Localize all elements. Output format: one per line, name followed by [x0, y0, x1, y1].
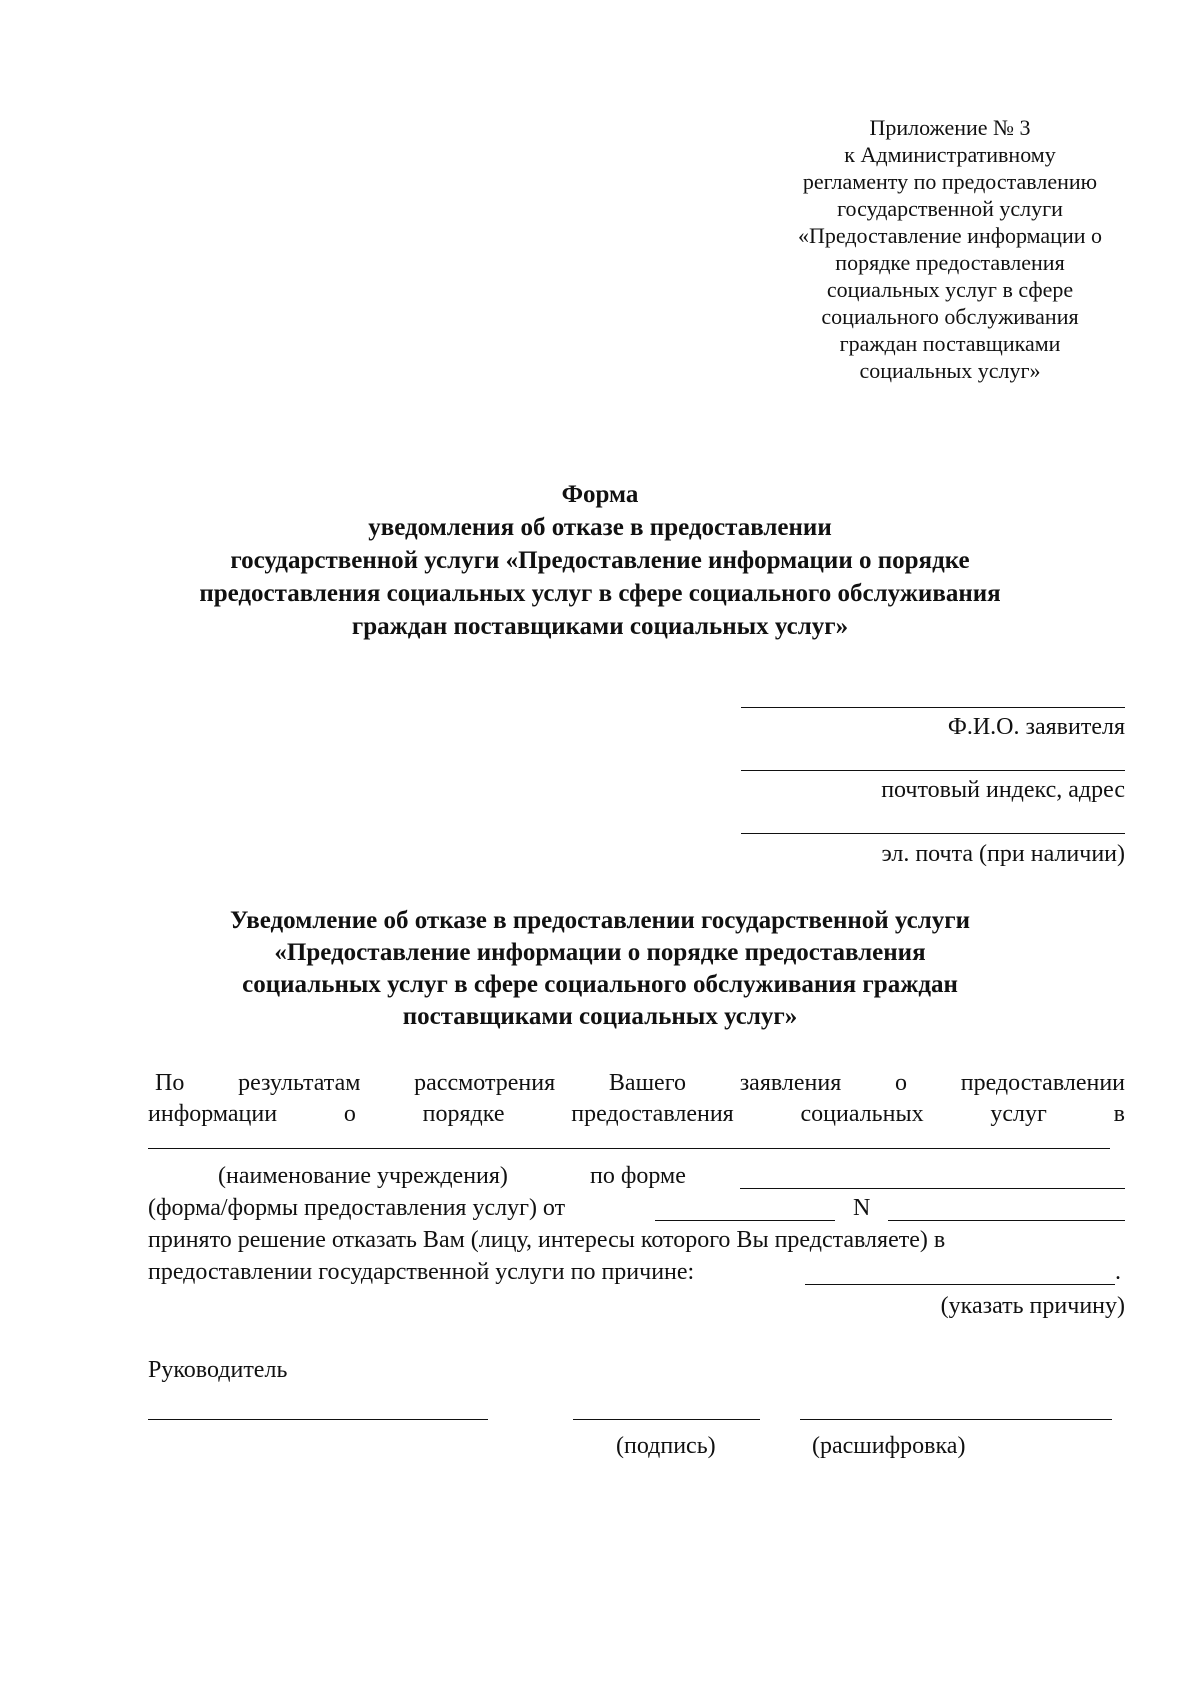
appendix-line: социального обслуживания	[821, 304, 1079, 329]
by-form-text: по форме	[590, 1163, 686, 1189]
email-field[interactable]	[741, 833, 1125, 834]
word: По	[155, 1070, 185, 1096]
form-title-line: Форма	[561, 481, 639, 508]
institution-label: (наименование учреждения)	[218, 1163, 508, 1189]
word: порядке	[422, 1101, 505, 1127]
notice-title	[120, 905, 1080, 1033]
email-label: эл. почта (при наличии)	[881, 841, 1125, 867]
position-field[interactable]	[148, 1419, 488, 1420]
signature-label: (подпись)	[616, 1433, 716, 1459]
form-title-line: предоставления социальных услуг в сфере социального обслуживания	[199, 580, 1001, 607]
forms-label: (форма/формы предоставления услуг) от	[148, 1195, 566, 1221]
word: о	[895, 1070, 907, 1096]
notice-title-line: поставщиками социальных услуг»	[402, 1003, 798, 1030]
word: рассмотрения	[414, 1070, 556, 1096]
notice-title-line: социальных услуг в сфере социального обслуживания граждан	[242, 971, 958, 998]
head-label: Руководитель	[148, 1357, 288, 1383]
word: предоставлении	[960, 1070, 1125, 1096]
appendix-line: порядке предоставления	[835, 250, 1065, 275]
period: .	[1115, 1259, 1121, 1285]
date-field[interactable]	[655, 1220, 835, 1221]
word: Вашего	[608, 1070, 686, 1096]
form-field[interactable]	[740, 1188, 1125, 1189]
appendix-line: регламенту по предоставлению	[802, 169, 1098, 194]
appendix-line: к Административному	[844, 142, 1056, 167]
address-field[interactable]	[741, 770, 1125, 771]
appendix-line: граждан поставщиками	[839, 331, 1061, 356]
body-line-2	[148, 1100, 1125, 1128]
reason-hint: (указать причину)	[940, 1293, 1125, 1319]
word: в	[1113, 1101, 1125, 1127]
word: о	[343, 1101, 356, 1127]
decoding-label: (расшифровка)	[812, 1433, 966, 1459]
institution-field[interactable]	[148, 1148, 1110, 1149]
form-title-line: граждан поставщиками социальных услуг»	[351, 613, 849, 640]
appendix-line: «Предоставление информации о	[798, 223, 1102, 248]
fio-label: Ф.И.О. заявителя	[947, 714, 1125, 740]
form-title-line: государственной услуги «Предоставление информации о порядке	[230, 547, 970, 574]
word: результатам	[238, 1070, 361, 1096]
word: предоставления	[571, 1101, 734, 1127]
word: социальных	[800, 1101, 924, 1127]
address-label: почтовый индекс, адрес	[881, 777, 1125, 803]
reason-text: предоставлении государственной услуги по причине:	[148, 1259, 695, 1285]
fio-field[interactable]	[741, 707, 1125, 708]
reason-field[interactable]	[805, 1284, 1115, 1285]
form-title-line: уведомления об отказе в предоставлении	[368, 514, 832, 541]
appendix-line: социальных услуг в сфере	[826, 277, 1074, 302]
appendix-line: Приложение № 3	[869, 115, 1031, 140]
word: информации	[148, 1101, 278, 1127]
body-line-1	[155, 1069, 1125, 1097]
form-title	[120, 478, 1080, 643]
decoding-field[interactable]	[800, 1419, 1112, 1420]
decision-text: принято решение отказать Вам (лицу, интересы которого Вы представляете) в	[148, 1227, 946, 1253]
appendix-line: государственной услуги	[837, 196, 1063, 221]
appendix-line: социальных услуг»	[859, 358, 1041, 383]
number-field[interactable]	[888, 1220, 1125, 1221]
notice-title-line: Уведомление об отказе в предоставлении государственной услуги	[229, 907, 971, 934]
notice-title-line: «Предоставление информации о порядке предоставления	[274, 939, 926, 966]
appendix-header	[775, 114, 1125, 384]
number-sign: N	[853, 1195, 871, 1221]
word: заявления	[739, 1070, 842, 1096]
signature-field[interactable]	[573, 1419, 760, 1420]
word: услуг	[990, 1101, 1047, 1127]
